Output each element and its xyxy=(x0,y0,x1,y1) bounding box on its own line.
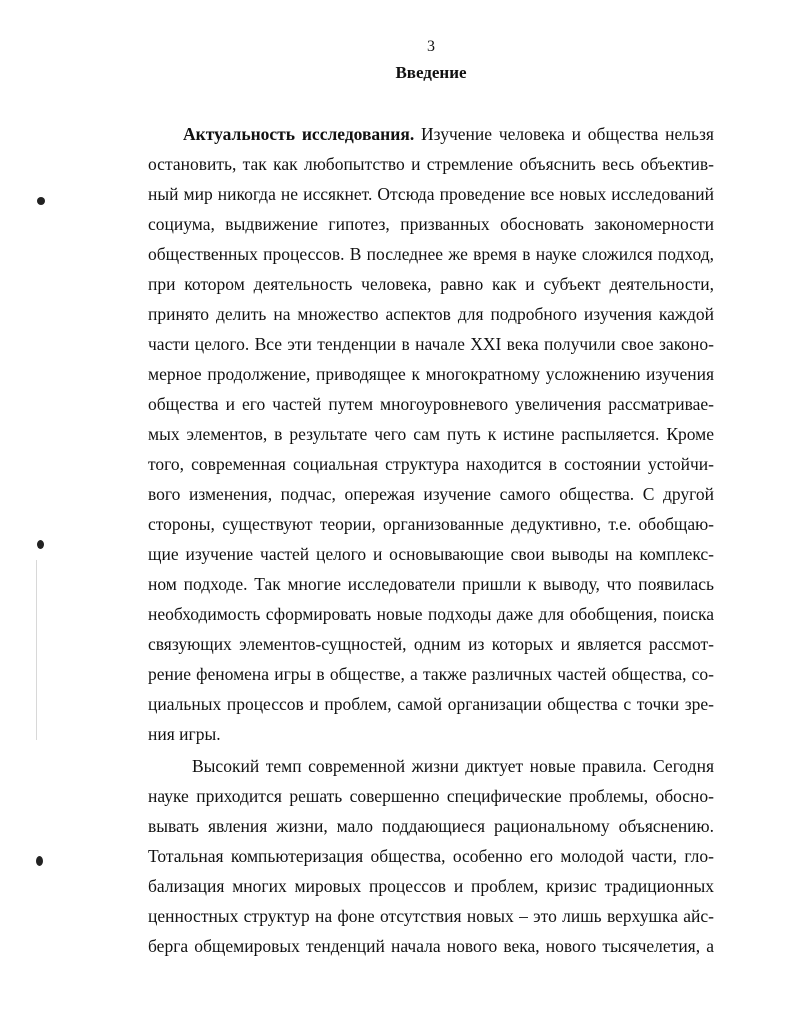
paragraph-1-line-1 xyxy=(183,124,714,144)
paragraph-1-line-13: вого изменения, подчас, опережая изучение самого общества. С другой xyxy=(148,484,714,504)
punch-hole-mark xyxy=(36,856,43,866)
paragraph-1-line-5: общественных процессов. В последнее же время в науке сложился подход, xyxy=(148,244,714,264)
page-number: 3 xyxy=(427,38,435,55)
paragraph-2-line-1: Высокий темп современной жизни диктует новые правила. Сегодня xyxy=(192,756,714,776)
paragraph-1-line-20: циальных процессов и проблем, самой организации общества с точки зре- xyxy=(148,694,714,714)
paragraph-1-line-4: социума, выдвижение гипотез, призванных обосновать закономерности xyxy=(148,214,714,234)
paragraph-1-lead: Актуальность исследования. xyxy=(183,124,415,144)
paragraph-1-line-19: рение феномена игры в обществе, а также различных частей общества, со- xyxy=(148,664,714,684)
paragraph-2-line-7: берга общемировых тенденций начала нового века, нового тысячелетия, а xyxy=(148,936,714,956)
paragraph-1-line-17: необходимость сформировать новые подходы даже для обобщения, поиска xyxy=(148,604,714,624)
punch-hole-mark xyxy=(37,540,44,549)
paragraph-1-line-14: стороны, существуют теории, организованные дедуктивно, т.е. обобщаю- xyxy=(148,514,714,534)
paragraph-1-line-2: остановить, так как любопытство и стремление объяснить весь объектив- xyxy=(148,154,714,174)
paragraph-2-line-6: ценностных структур на фоне отсутствия новых – это лишь верхушка айс- xyxy=(148,906,714,926)
paragraph-1-line-7: принято делить на множество аспектов для подробного изучения каждой xyxy=(148,304,714,324)
punch-hole-mark xyxy=(37,197,45,205)
paragraph-1-line-10: общества и его частей путем многоуровневого увеличения рассматривае- xyxy=(148,394,714,414)
paragraph-2-line-2: науке приходится решать совершенно специфические проблемы, обосно- xyxy=(148,786,714,806)
paragraph-1-line-9: мерное продолжение, приводящее к многократному усложнению изучения xyxy=(148,364,714,384)
page-heading: Введение xyxy=(395,63,467,82)
paragraph-2-line-4: Тотальная компьютеризация общества, особенно его молодой части, гло- xyxy=(148,846,714,866)
paragraph-2-line-3: вывать явления жизни, мало поддающиеся рациональному объяснению. xyxy=(148,816,714,836)
paragraph-1-line-21: ния игры. xyxy=(148,724,221,744)
paragraph-1-line-18: связующих элементов-сущностей, одним из которых и является рассмот- xyxy=(148,634,714,654)
paragraph-1-line-12: того, современная социальная структура находится в состоянии устойчи- xyxy=(148,454,714,474)
paragraph-1-line-6: при котором деятельность человека, равно как и субъект деятельности, xyxy=(148,274,714,294)
paragraph-1-line-8: части целого. Все эти тенденции в начале XXI века получили свое законо- xyxy=(148,334,714,354)
paragraph-2-line-5: бализация многих мировых процессов и проблем, кризис традиционных xyxy=(148,876,714,896)
paragraph-1-line-3: ный мир никогда не иссякнет. Отсюда проведение все новых исследований xyxy=(148,184,714,204)
paragraph-1-line-15: щие изучение частей целого и основывающие свои выводы на комплекс- xyxy=(148,544,714,564)
paragraph-1-line-11: мых элементов, в результате чего сам путь к истине распыляется. Кроме xyxy=(148,424,714,444)
scan-edge-line xyxy=(36,560,37,740)
paragraph-1-line-16: ном подходе. Так многие исследователи пришли к выводу, что появилась xyxy=(148,574,714,594)
paragraph-1-line-1-text: Изучение человека и общества нельзя xyxy=(414,124,714,144)
